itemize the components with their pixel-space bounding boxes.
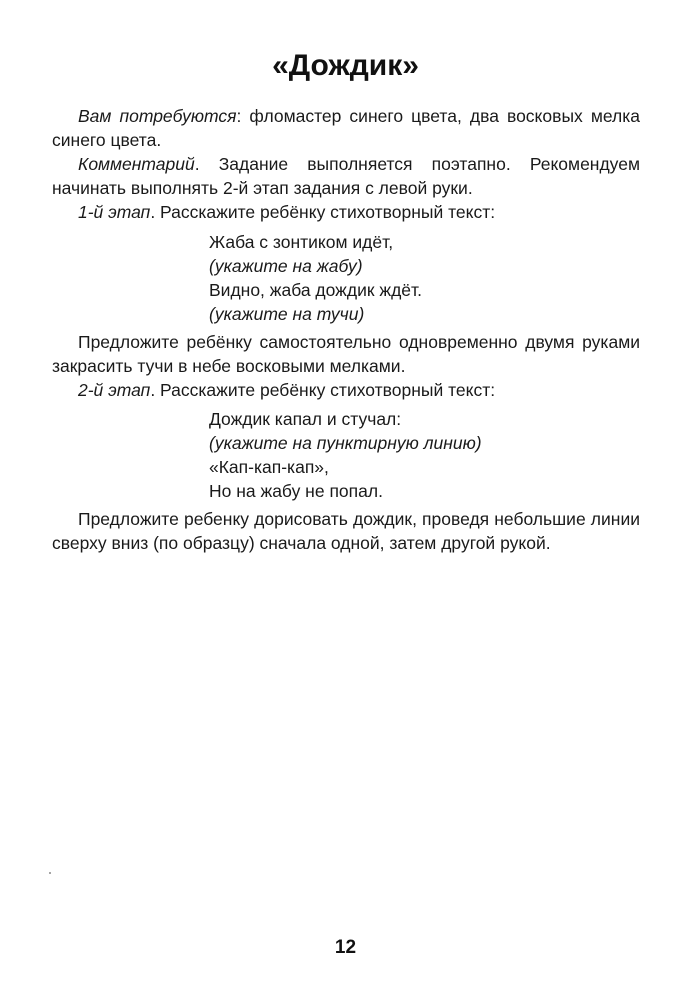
poem-line: Дождик капал и стучал: xyxy=(209,409,402,429)
stage2-paragraph xyxy=(52,378,640,402)
stage2-label: 2-й этап xyxy=(78,380,151,400)
page-title: «Дождик» xyxy=(272,49,419,82)
materials-text: : фломастер синего цвета, два восковых мелка синего цвета. xyxy=(52,106,640,150)
comment-text: . Задание выполняется поэтапно. Рекомендуем начинать выполнять 2-й этап задания с левой руки. xyxy=(52,154,640,198)
materials-label: Вам потребуются xyxy=(78,106,237,126)
stage1-instruction: Предложите ребёнку самостоятельно одновременно двумя руками закрасить тучи в небе восковыми мелками. xyxy=(52,332,640,376)
stage2-text: . Расскажите ребёнку стихотворный текст: xyxy=(150,380,496,400)
stage1-label: 1-й этап xyxy=(78,202,151,222)
poem-line: Видно, жаба дождик ждёт. xyxy=(209,280,422,300)
stage1-poem xyxy=(209,230,639,326)
poem-stage-direction: (укажите на тучи) xyxy=(209,304,365,324)
stage2-instruction: Предложите ребенку дорисовать дождик, проведя небольшие линии сверху вниз (по образцу) сначала одной, затем другой рукой. xyxy=(52,509,640,553)
stage1-paragraph xyxy=(52,200,640,224)
stage2-poem xyxy=(209,407,639,503)
poem-stage-direction: (укажите на пунктирную линию) xyxy=(209,433,482,453)
stage1-text: . Расскажите ребёнку стихотворный текст: xyxy=(150,202,496,222)
comment-paragraph xyxy=(52,152,640,200)
comment-label: Комментарий xyxy=(78,154,195,174)
poem-line: Но на жабу не попал. xyxy=(209,481,383,501)
poem-stage-direction: (укажите на жабу) xyxy=(209,256,363,276)
poem-line: Жаба с зонтиком идёт, xyxy=(209,232,394,252)
materials-paragraph xyxy=(52,104,640,152)
scan-speck xyxy=(49,872,51,874)
poem-line: «Кап-кап-кап», xyxy=(209,457,329,477)
page-number: 12 xyxy=(334,937,357,958)
